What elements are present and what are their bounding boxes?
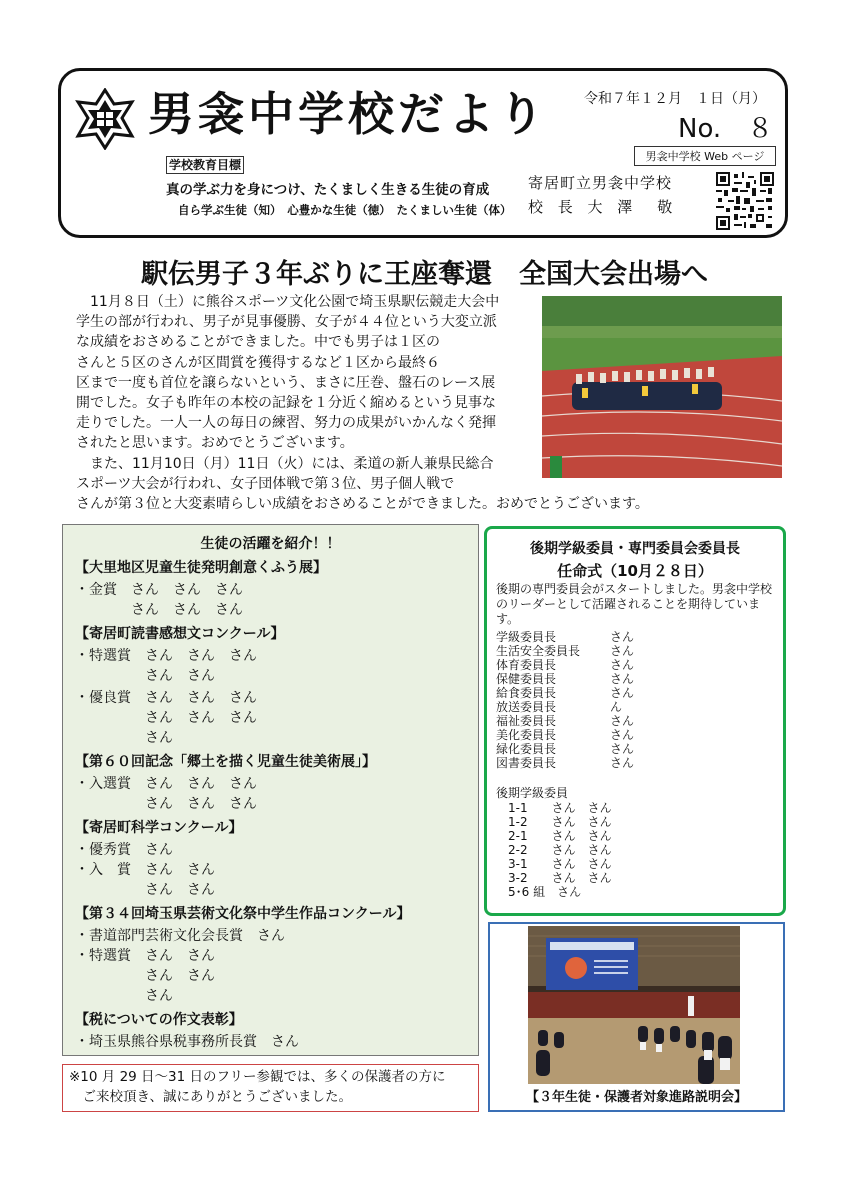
award-entry: さん さん さん <box>75 710 257 726</box>
qr-code-icon[interactable] <box>716 172 774 230</box>
article-line: また、11月10日（月）11日（火）には、柔道の新人兼県民総合 <box>76 455 494 472</box>
award-entry: ・特選賞 さん さん さん <box>75 648 257 664</box>
relay-race-photo <box>542 296 782 478</box>
class-committee-row: 3-1 さん さん <box>508 857 612 871</box>
role-holder: さん <box>610 686 635 700</box>
class-committee-row: 2-2 さん さん <box>508 843 612 857</box>
role-name: 美化委員長 <box>496 728 557 742</box>
goal-label: 学校教育目標 <box>166 156 244 174</box>
school-name: 寄居町立男衾中学校 <box>528 174 673 192</box>
role-holder: さん <box>610 644 635 658</box>
role-holder: さん <box>610 714 635 728</box>
article-line: 開でした。女子も昨年の本校の記録を１分近く縮めるという見事な <box>76 395 496 412</box>
student-achievements-box <box>62 524 479 1056</box>
class-committee-row: 5･6 組 さん <box>508 885 582 899</box>
note-line: ご来校頂き、誠にありがとうございました。 <box>69 1089 352 1105</box>
committee-title: 後期学級委員・専門委員会委員長 <box>530 541 740 557</box>
role-name: 放送委員長 <box>496 700 557 714</box>
open-house-note <box>62 1064 479 1112</box>
article-line: 学生の部が行われ、男子が見事優勝、女子が４４位という大変立派 <box>76 314 497 331</box>
role-name: 体育委員長 <box>496 658 557 672</box>
goal-main: 真の学ぶ力を身につけ、たくましく生きる生徒の育成 <box>166 182 490 198</box>
role-name: 図書委員長 <box>496 756 557 770</box>
award-entry: ・入 賞 さん さん <box>75 862 215 878</box>
article-line: 11月８日（土）に熊谷スポーツ文化公園で埼玉県駅伝競走大会中 <box>76 294 500 310</box>
award-entry: さん さん さん <box>75 602 243 618</box>
newsletter-title: 男衾中学校だより <box>148 87 548 141</box>
award-entry: さん さん <box>75 882 215 898</box>
class-committee-row: 1-2 さん さん <box>508 815 612 829</box>
award-entry: ・埼玉県熊谷県税事務所長賞 さん <box>75 1034 299 1050</box>
note-line: ※10 月 29 日～31 日のフリー参観では、多くの保護者の方に <box>69 1069 446 1085</box>
article-body <box>76 292 649 514</box>
article-line: されたと思います。おめでとうございます。 <box>76 435 354 452</box>
award-category: 【第３４回埼玉県芸術文化祭中学生作品コンクール】 <box>75 906 411 922</box>
award-entry: ・優良賞 さん さん さん <box>75 690 257 706</box>
role-name: 福祉委員長 <box>496 714 557 728</box>
award-category: 【大里地区児童生徒発明創意くふう展】 <box>75 560 327 576</box>
award-entry: ・書道部門芸術文化会長賞 さん <box>75 928 285 944</box>
award-entry: さん <box>75 730 173 746</box>
award-entry: ・優秀賞 さん <box>75 842 173 858</box>
award-entry: さん さん さん <box>75 796 257 812</box>
role-holder: さん <box>610 742 635 756</box>
role-holder: さん <box>610 658 635 672</box>
article-line: 区まで一度も首位を譲らないという、まさに圧巻、盤石のレース展 <box>76 374 496 391</box>
role-name: 生活安全委員長 <box>496 644 581 658</box>
article-line: さんと５区のさんが区間賞を獲得するなど１区から最終６ <box>76 354 440 371</box>
committee-intro: 後期の専門委員会がスタートしました。男衾中学校のリーダーとして活躍されることを期待しています。 <box>496 582 773 626</box>
issue-number: No. ８ <box>678 114 774 144</box>
class-committee-row: 2-1 さん さん <box>508 829 612 843</box>
committee-role-row <box>496 754 635 771</box>
principal-name: 校 長 大 澤 敬 <box>528 198 678 216</box>
role-holder: さん <box>610 630 635 644</box>
role-holder: さん <box>610 756 635 770</box>
school-emblem-icon <box>74 88 136 150</box>
article-headline: 駅伝男子３年ぶりに王座奪還 全国大会出場へ <box>141 259 708 290</box>
award-category: 【寄居町読書感想文コンクール】 <box>75 626 285 642</box>
article-line: さんが第３位と大変素晴らしい成績をおさめることができました。おめでとうございます。 <box>76 496 649 513</box>
article-line: な成績をおさめることができました。中でも男子は１区の <box>76 334 440 351</box>
briefing-photo-caption: 【３年生徒・保護者対象進路説明会】 <box>525 1090 747 1105</box>
issue-date: 令和７年１２月 １日（月） <box>584 91 766 107</box>
role-holder: さん <box>610 728 635 742</box>
ceremony-title: 任命式（10月２８日） <box>557 562 713 580</box>
class-committee-row: 3-2 さん さん <box>508 871 612 885</box>
role-name: 学級委員長 <box>496 630 557 644</box>
article-line: 走りでした。一人一人の毎日の練習、努力の成果がいかんなく発揮 <box>76 415 496 432</box>
role-name: 緑化委員長 <box>496 742 557 756</box>
role-holder: ん <box>610 700 623 714</box>
achievements-title: 生徒の活躍を紹介！！ <box>200 536 341 552</box>
award-entry: ・入選賞 さん さん さん <box>75 776 257 792</box>
web-page-label: 男衾中学校 Web ページ <box>634 146 776 166</box>
award-entry: ・特選賞 さん さん <box>75 948 215 964</box>
role-name: 給食委員長 <box>496 686 557 700</box>
article-line: スポーツ大会が行われ、女子団体戦で第３位、男子個人戦で <box>76 475 455 492</box>
award-entry: さん <box>75 988 173 1004</box>
award-category: 【第６０回記念「郷土を描く児童生徒美術展」】 <box>75 754 376 770</box>
award-category: 【寄居町科学コンクール】 <box>75 820 243 836</box>
award-entry: さん さん <box>75 668 215 684</box>
class-committee-row: 1-1 さん さん <box>508 801 612 815</box>
goal-sub: 自ら学ぶ生徒（知） 心豊かな生徒（徳） たくましい生徒（体） <box>178 203 512 217</box>
award-entry: さん さん <box>75 968 215 984</box>
award-entry: ・金賞 さん さん さん <box>75 582 243 598</box>
class-committee-title: 後期学級委員 <box>496 786 569 800</box>
role-holder: さん <box>610 672 635 686</box>
role-name: 保健委員長 <box>496 672 557 686</box>
award-category: 【税についての作文表彰】 <box>75 1012 243 1028</box>
career-briefing-photo <box>528 926 740 1084</box>
